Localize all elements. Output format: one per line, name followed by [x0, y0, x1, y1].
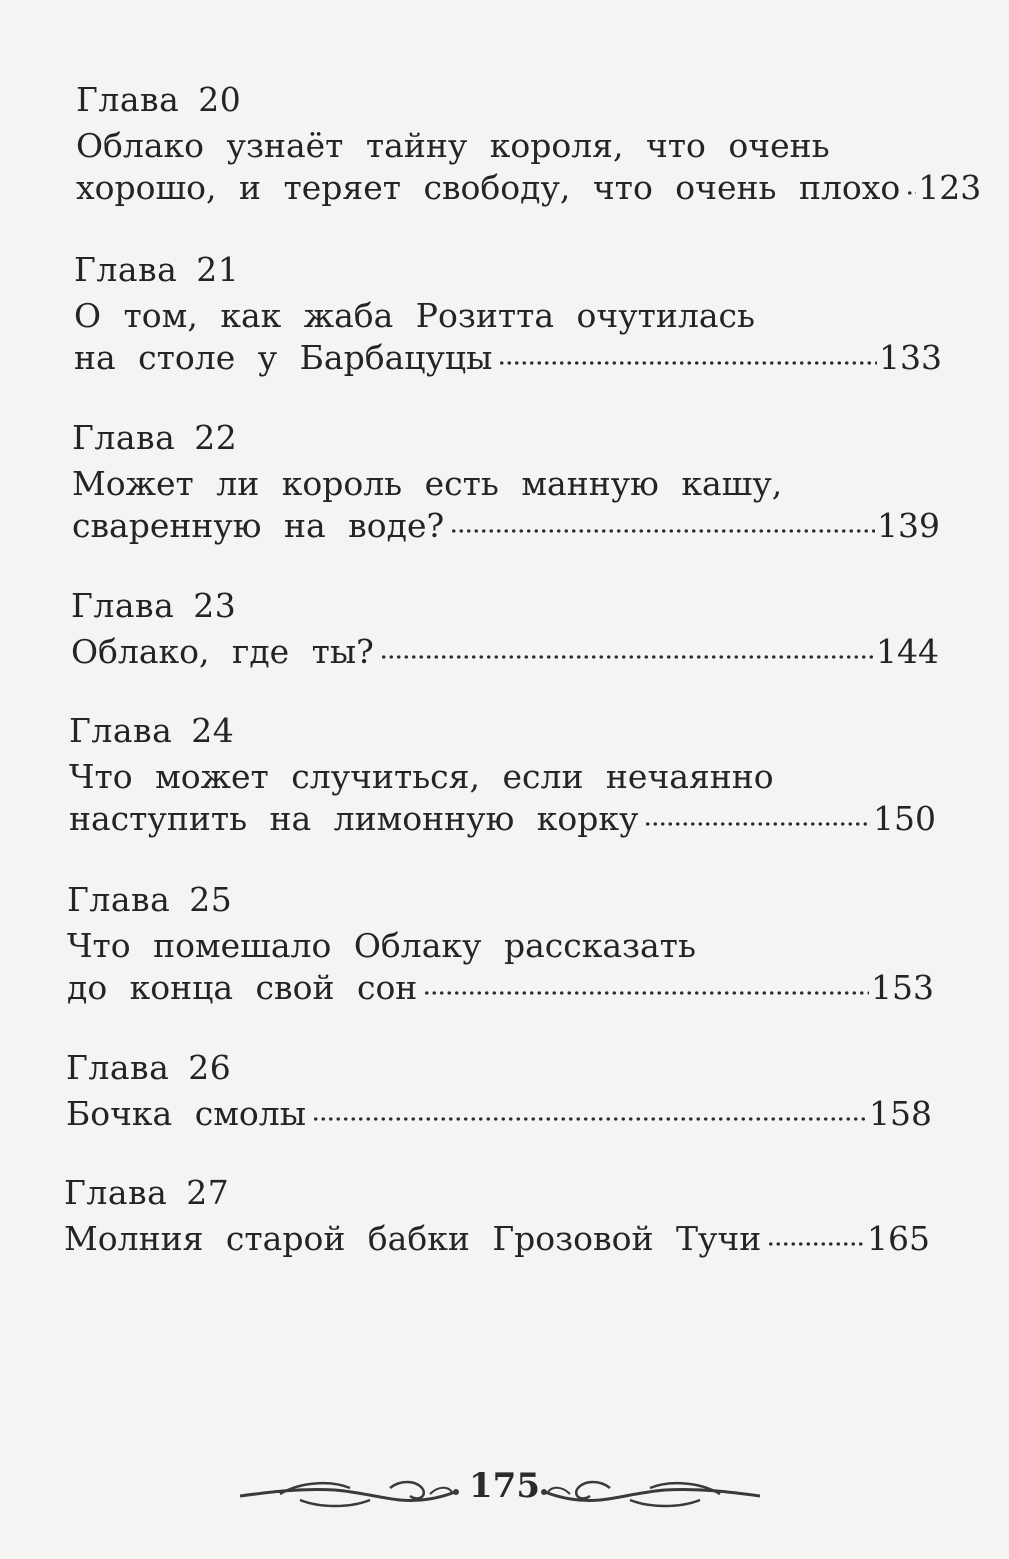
flourish-right-icon: [540, 1474, 760, 1514]
chapter-title-text: до конца свой сон: [67, 968, 418, 1007]
toc-entry-20: [76, 80, 982, 209]
chapter-title-last-line: [74, 337, 942, 379]
chapter-label: Глава 23: [71, 586, 237, 625]
chapter-page-number: 153: [871, 968, 934, 1007]
toc-entry-27: [64, 1173, 930, 1260]
chapter-label: Глава 21: [74, 250, 240, 289]
toc-entry-23: [71, 586, 939, 673]
chapter-title-text: наступить на лимонную корку: [69, 799, 639, 838]
chapter-title-line: О том, как жаба Розитта очутилась: [74, 296, 755, 335]
chapter-title-line: Что может случиться, если нечаянно: [69, 757, 774, 796]
chapter-page-number: 158: [869, 1094, 932, 1133]
dot-leader: [423, 991, 869, 995]
chapter-title-last-line: [76, 167, 982, 209]
chapter-page-number: 165: [867, 1219, 930, 1258]
chapter-page-number: 144: [876, 632, 939, 671]
dot-leader: [450, 529, 875, 533]
page-footer: [0, 1462, 1009, 1522]
chapter-title-line: Что помешало Облаку рассказать: [67, 926, 696, 965]
chapter-title-text: на столе у Барбацуцы: [74, 338, 493, 377]
chapter-title-text: сваренную на воде?: [72, 506, 445, 545]
chapter-title-text: хорошо, и теряет свободу, что очень плохо: [76, 168, 901, 207]
chapter-title-last-line: [69, 798, 936, 840]
chapter-title-line: Может ли король есть манную кашу,: [72, 464, 783, 503]
dot-leader: [767, 1242, 865, 1246]
dot-leader: [380, 655, 874, 659]
chapter-page-number: 123: [918, 168, 982, 207]
chapter-title-text: Бочка смолы: [66, 1094, 306, 1133]
dot-leader: [312, 1117, 867, 1121]
chapter-title-line: Облако узнаёт тайну короля, что очень: [76, 126, 830, 165]
dot-leader: [498, 361, 877, 365]
chapter-label: Глава 22: [72, 418, 238, 457]
chapter-title-last-line: [72, 505, 940, 547]
chapter-title-text: Облако, где ты?: [71, 632, 374, 671]
chapter-page-number: 150: [873, 799, 936, 838]
toc-entry-24: [69, 711, 936, 840]
chapter-label: Глава 24: [69, 711, 235, 750]
chapter-label: Глава 25: [67, 880, 233, 919]
chapter-label: Глава 20: [76, 80, 242, 119]
toc-entry-21: [74, 250, 942, 379]
chapter-page-number: 133: [879, 338, 942, 377]
chapter-title-last-line: [64, 1218, 930, 1260]
dot-leader: [906, 191, 916, 195]
chapter-title-last-line: [71, 631, 939, 673]
page-number: 175: [469, 1466, 540, 1506]
toc-entry-22: [72, 418, 940, 547]
chapter-label: Глава 26: [66, 1048, 232, 1087]
chapter-title-text: Молния старой бабки Грозовой Тучи: [64, 1219, 762, 1258]
chapter-title-last-line: [66, 1093, 932, 1135]
toc-entry-25: [67, 880, 934, 1009]
dot-leader: [644, 822, 871, 826]
chapter-page-number: 139: [877, 506, 940, 545]
toc-entry-26: [66, 1048, 932, 1135]
chapter-label: Глава 27: [64, 1173, 230, 1212]
chapter-title-last-line: [67, 967, 934, 1009]
